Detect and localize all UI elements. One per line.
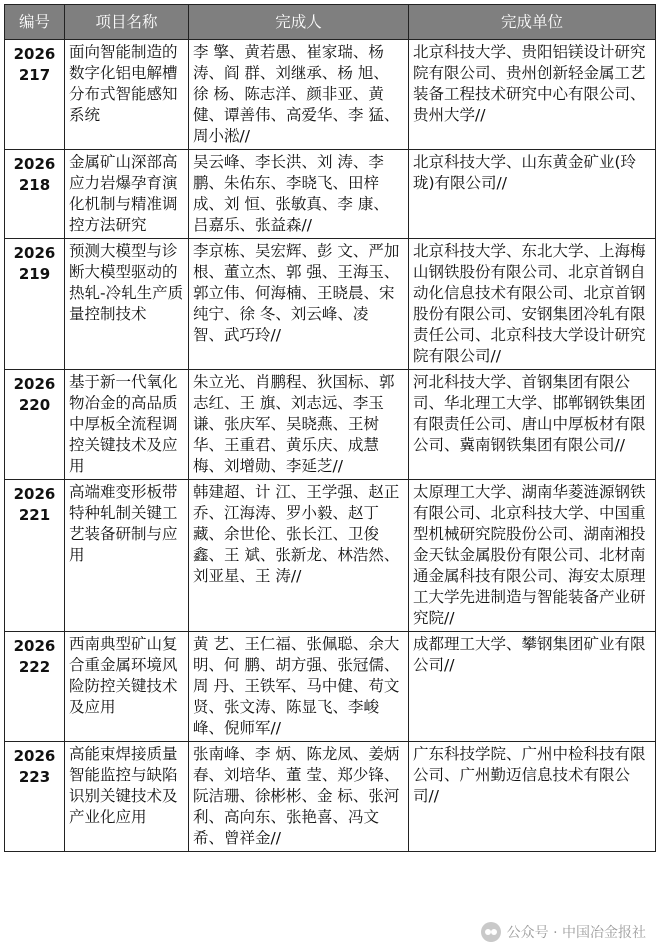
table-row xyxy=(5,480,656,632)
row-project: 西南典型矿山复合重金属环境风险防控关键技术及应用 xyxy=(65,632,189,742)
row-number: 2026218 xyxy=(5,150,65,239)
row-units: 北京科技大学、贵阳铝镁设计研究院有限公司、贵州创新轻金属工艺装备工程技术研究中心有限公司、贵州大学// xyxy=(409,40,656,150)
row-units: 北京科技大学、山东黄金矿业(玲珑)有限公司// xyxy=(409,150,656,239)
table-row xyxy=(5,742,656,852)
row-units: 广东科技学院、广州中检科技有限公司、广州勤迈信息技术有限公司// xyxy=(409,742,656,852)
table-row xyxy=(5,40,656,150)
row-number: 2026222 xyxy=(5,632,65,742)
row-project: 金属矿山深部高应力岩爆孕育演化机制与精准调控方法研究 xyxy=(65,150,189,239)
header-row xyxy=(5,5,656,40)
row-number: 2026217 xyxy=(5,40,65,150)
row-project: 高能束焊接质量智能监控与缺陷识别关键技术及产业化应用 xyxy=(65,742,189,852)
header-people: 完成人 xyxy=(189,5,409,40)
row-people: 韩建超、计 江、王学强、赵正乔、江海涛、罗小毅、赵丁藏、余世伦、张长江、卫俊鑫、王 斌、张新龙、林浩然、刘亚星、王 涛// xyxy=(189,480,409,632)
row-number: 2026221 xyxy=(5,480,65,632)
row-project: 面向智能制造的数字化铝电解槽分布式智能感知系统 xyxy=(65,40,189,150)
row-project: 预测大模型与诊断大模型驱动的热轧-冷轧生产质量控制技术 xyxy=(65,239,189,370)
row-people: 张南峰、李 炳、陈龙凤、姜炳春、刘培华、董 莹、郑少锋、阮洁珊、徐彬彬、金 标、张河利、高向东、张艳喜、冯文希、曾祥金// xyxy=(189,742,409,852)
table-row xyxy=(5,370,656,480)
watermark-text: 公众号 · 中国冶金报社 xyxy=(506,925,646,941)
table-row xyxy=(5,239,656,370)
row-number: 2026219 xyxy=(5,239,65,370)
wechat-icon xyxy=(481,922,501,942)
row-project: 基于新一代氧化物冶金的高品质中厚板全流程调控关键技术及应用 xyxy=(65,370,189,480)
row-people: 李 擎、黄若愚、崔家瑞、杨 涛、阎 群、刘继承、杨 旭、徐 杨、陈志洋、颜非亚、黄 健、谭善伟、高爱华、李 猛、周小淞// xyxy=(189,40,409,150)
row-people: 吴云峰、李长洪、刘 涛、李 鹏、朱佑东、李晓飞、田梓成、刘 恒、张敏真、李 康、吕嘉乐、张益森// xyxy=(189,150,409,239)
row-people: 黄 艺、王仁福、张佩聪、余大明、何 鹏、胡方强、张冠儒、周 丹、王铁军、马中健、苟文贤、张文涛、陈显飞、李峻峰、倪师军// xyxy=(189,632,409,742)
row-people: 朱立光、肖鹏程、狄国标、郭志红、王 旗、刘志远、李玉谦、张庆军、吴晓燕、王树华、王重君、黄乐庆、成慧梅、刘增勋、李延芝// xyxy=(189,370,409,480)
header-project: 项目名称 xyxy=(65,5,189,40)
watermark xyxy=(481,922,646,942)
table-row xyxy=(5,632,656,742)
row-project: 高端难变形板带特种轧制关键工艺装备研制与应用 xyxy=(65,480,189,632)
header-units: 完成单位 xyxy=(409,5,656,40)
row-units: 太原理工大学、湖南华菱涟源钢铁有限公司、北京科技大学、中国重型机械研究院股份公司、湖南湘投金天钛金属股份有限公司、北材南通金属科技有限公司、海安太原理工大学先进制造与智能装备产业研究院// xyxy=(409,480,656,632)
table-row xyxy=(5,150,656,239)
row-units: 河北科技大学、首钢集团有限公司、华北理工大学、邯郸钢铁集团有限责任公司、唐山中厚板材有限公司、冀南钢铁集团有限公司// xyxy=(409,370,656,480)
row-units: 北京科技大学、东北大学、上海梅山钢铁股份有限公司、北京首钢自动化信息技术有限公司、北京首钢股份有限公司、安钢集团冷轧有限责任公司、北京科技大学设计研究院有限公司// xyxy=(409,239,656,370)
row-people: 李京栋、吴宏辉、彭 文、严加根、董立杰、郭 强、王海玉、郭立伟、何海楠、王晓晨、宋纯宁、徐 冬、刘云峰、凌 智、武巧玲// xyxy=(189,239,409,370)
awards-table xyxy=(4,4,656,852)
row-units: 成都理工大学、攀钢集团矿业有限公司// xyxy=(409,632,656,742)
row-number: 2026220 xyxy=(5,370,65,480)
header-number: 编号 xyxy=(5,5,65,40)
row-number: 2026223 xyxy=(5,742,65,852)
